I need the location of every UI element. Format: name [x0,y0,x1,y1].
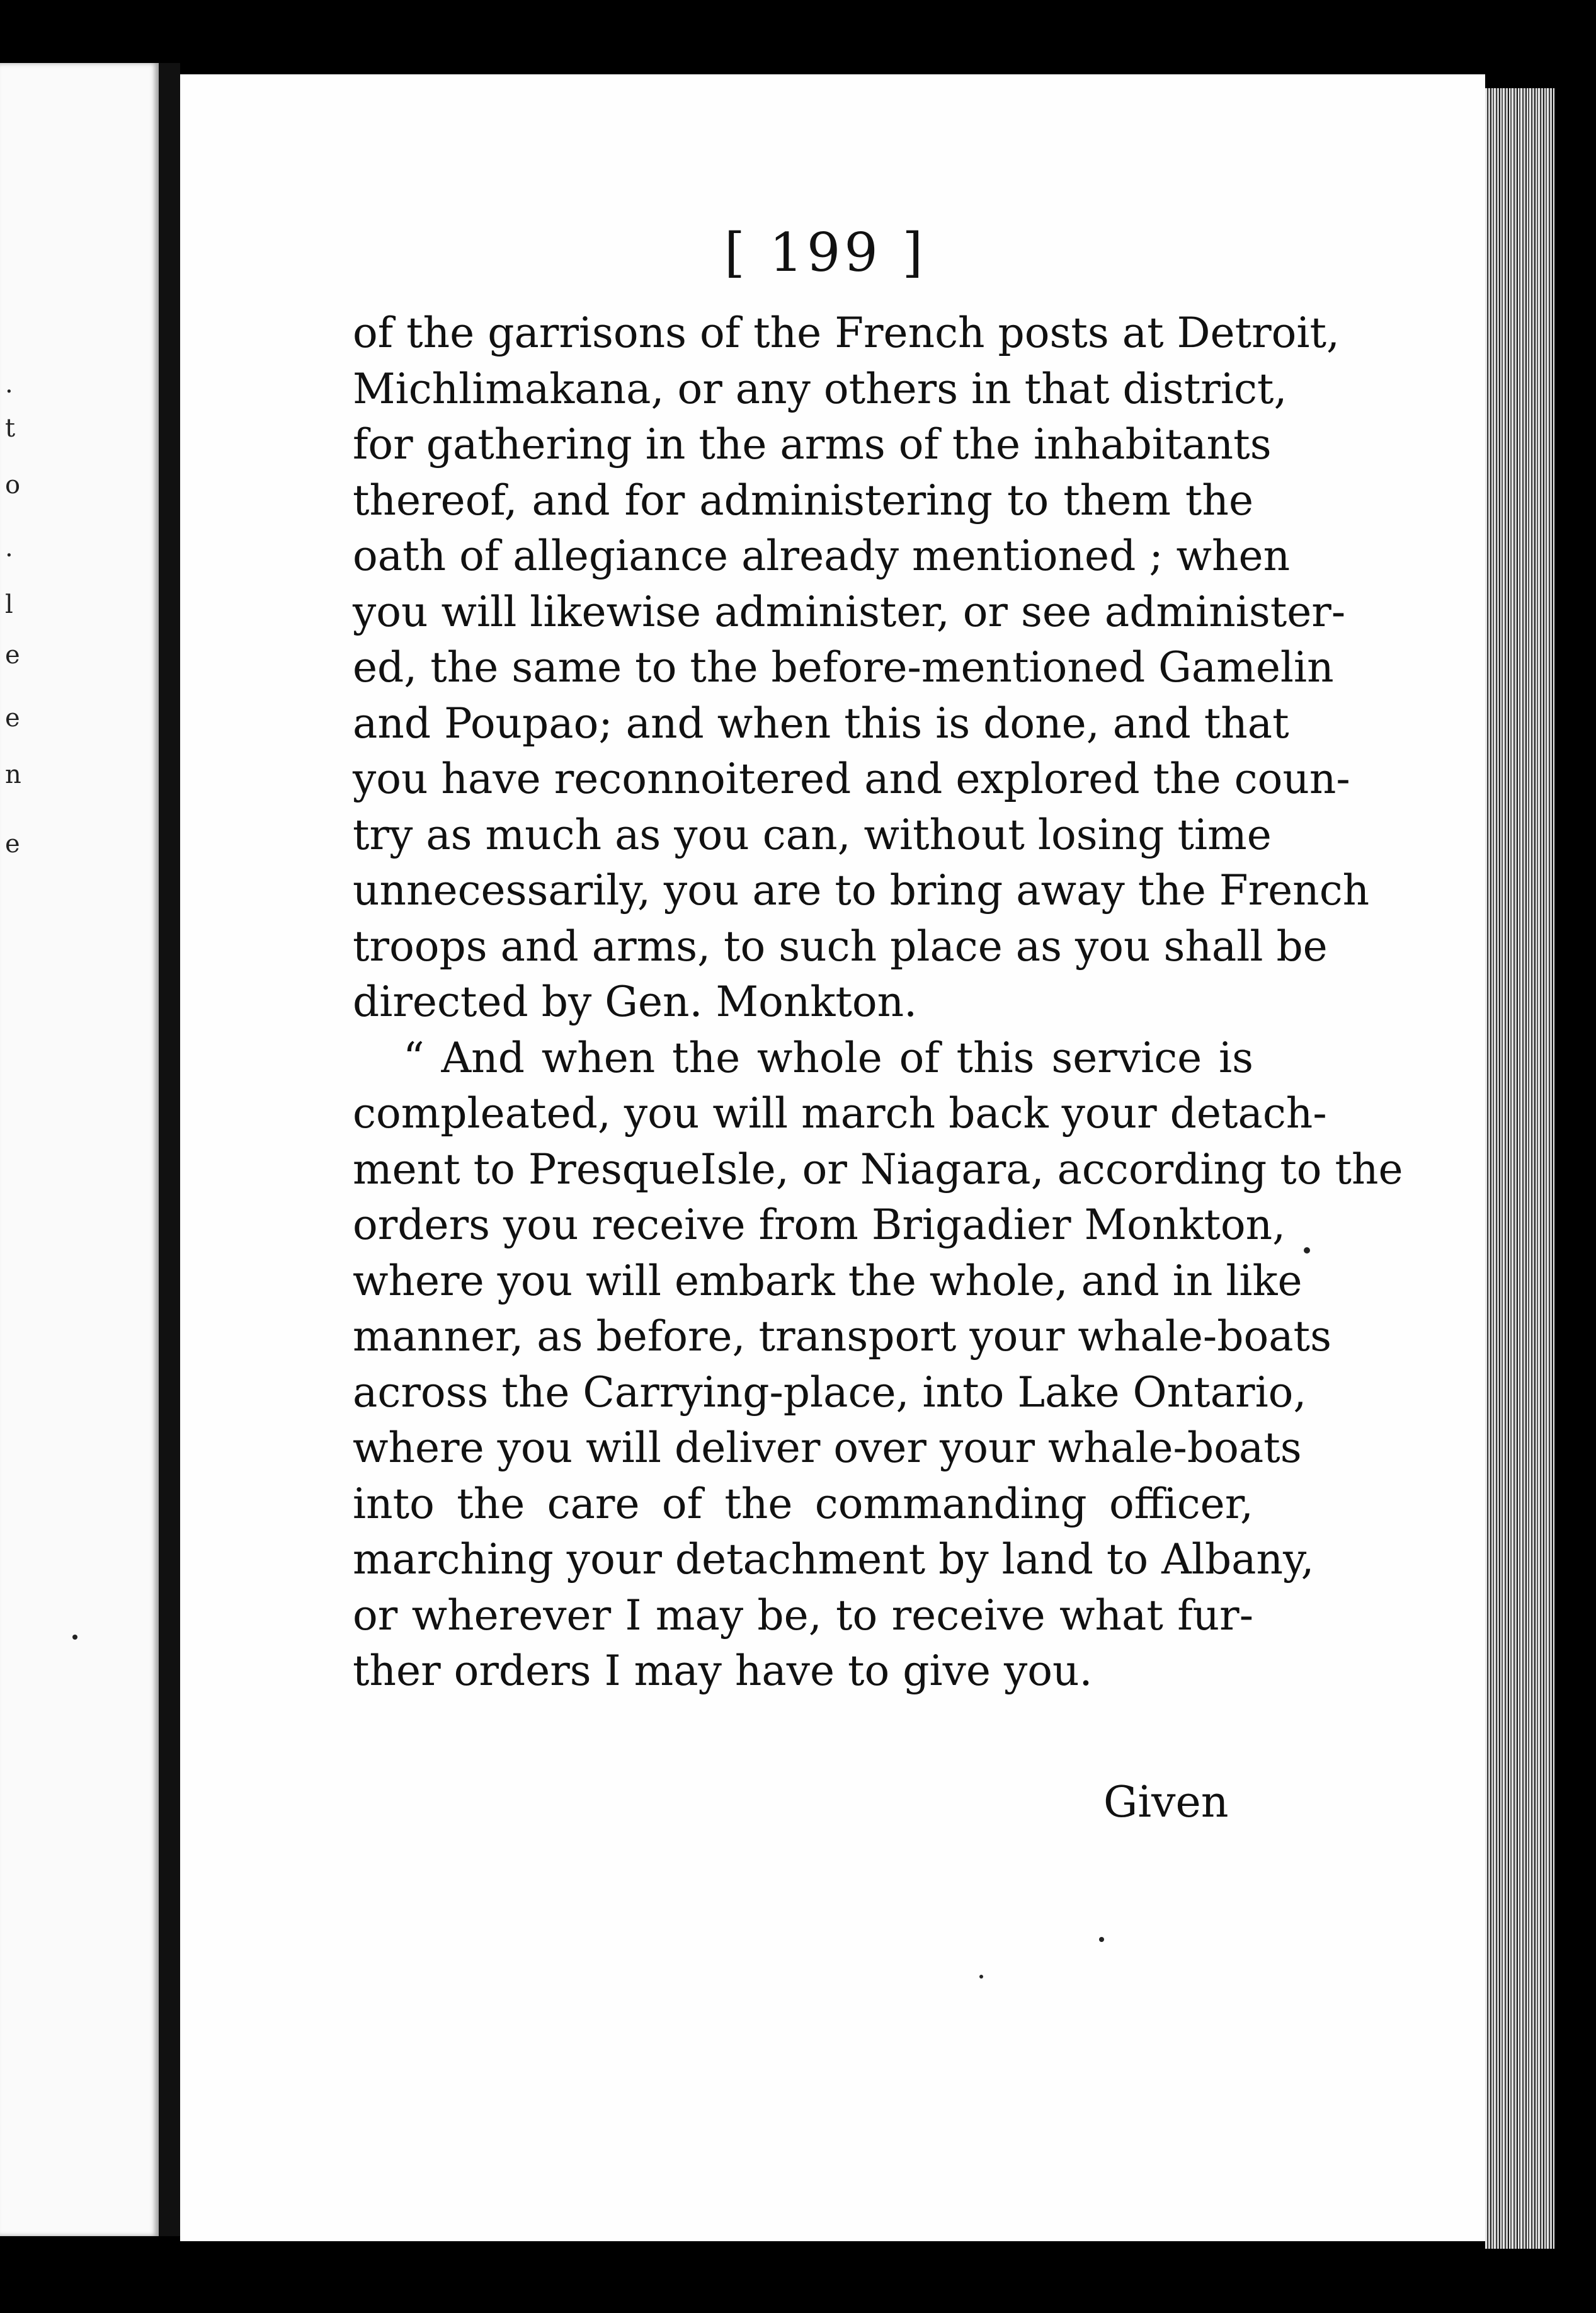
page-body-text [353,306,1403,1699]
text-line: manner, as before, transport your whale-boats [353,1312,1331,1361]
text-line: into the care of the commanding officer, [353,1479,1253,1528]
text-line: “ And when the whole of this service is [403,1033,1253,1082]
text-line: compleated, you will march back your detach- [353,1089,1327,1138]
left-page-edge [0,63,159,2236]
edge-mark: t [5,414,16,443]
paragraph-2 [353,1031,1403,1699]
text-line: directed by Gen. Monkton. [353,978,918,1026]
text-line: of the garrisons of the French posts at Detroit, [353,309,1340,357]
edge-mark: o [5,471,21,500]
ink-speck [979,1975,983,1979]
text-line: where you will deliver over your whale-boats [353,1424,1302,1472]
text-line: oath of allegiance already mentioned ; when [353,532,1291,580]
catchword: Given [1103,1778,1229,1827]
text-line: Michlimakana, or any others in that district, [353,364,1287,413]
text-line: across the Carrying-place, into Lake Ontario, [353,1368,1307,1417]
page-edges [1485,88,1554,2249]
text-line: ment to PresqueIsle, or Niagara, according to the [353,1145,1403,1194]
text-line: orders you receive from Brigadier Monkton, [353,1201,1286,1249]
ink-speck [1099,1937,1104,1942]
edge-mark: e [5,704,20,733]
ink-speck [72,1635,77,1640]
edge-mark: e [5,830,20,859]
text-line: marching your detachment by land to Albany, [353,1535,1314,1584]
text-line: troops and arms, to such place as you shall be [353,922,1328,971]
edge-mark: n [5,760,21,789]
page-number-header: [ 199 ] [724,222,927,283]
edge-mark: l [5,590,13,619]
text-line: thereof, and for administering to them the [353,476,1253,525]
edge-mark: . [5,534,13,563]
text-line: you will likewise administer, or see administer- [353,587,1346,636]
text-line: for gathering in the arms of the inhabitants [353,420,1272,469]
text-line: ther orders I may have to give you. [353,1647,1093,1695]
paragraph-1 [353,306,1370,1031]
text-line: and Poupao; and when this is done, and that [353,699,1289,748]
text-line: try as much as you can, without losing time [353,810,1272,859]
edge-mark: e [5,641,20,670]
book-gutter [159,63,180,2236]
text-line: or wherever I may be, to receive what fur- [353,1591,1253,1640]
ink-speck [1304,1247,1310,1254]
text-line: you have reconnoitered and explored the coun- [353,755,1350,803]
edge-mark: . [5,370,13,399]
text-line: where you will embark the whole, and in like [353,1256,1302,1305]
text-line: unnecessarily, you are to bring away the French [353,866,1370,915]
text-line: ed, the same to the before-mentioned Gamelin [353,643,1334,692]
